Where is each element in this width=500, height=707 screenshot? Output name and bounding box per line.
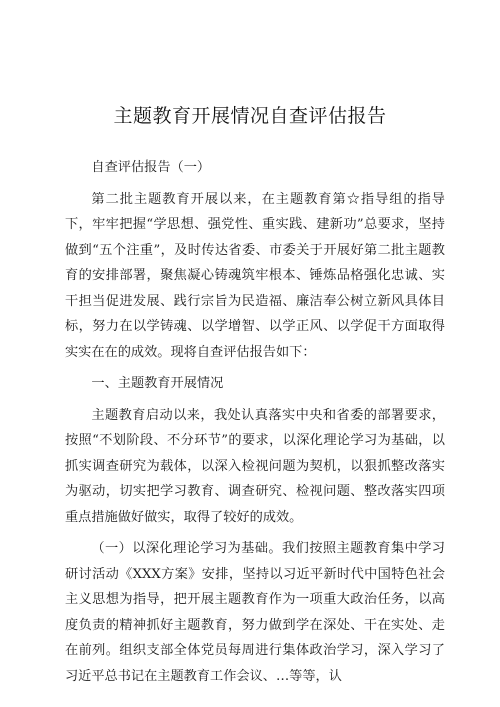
paragraph-section-1: 主题教育启动以来，我处认真落实中央和省委的部署要求，按照“不划阶段、不分环节”的要求，以深化理论学习为基础，以抓实调查研究为载体，以深入检视问题为契机，以狠抓整改落实为驱动，切实把学习教育、调查研究、检视问题、整改落实四项重点措施做好做实，取得了较好的成效。: [65, 407, 445, 525]
report-subtitle: 自查评估报告（一）: [91, 160, 211, 175]
document-body: [65, 155, 445, 689]
paragraph-subsection-1: （一）以深化理论学习为基础。我们按照主题教育集中学习研讨活动《XXX方案》安排，坚持以习近平新时代中国特色社会主义思想为指导，把开展主题教育作为一项重大政治任务，以高度负责的精神抓好主题教育，努力做到学在深处、干在实处、走在前列。组织支部全体党员每周进行集体政治学习，深入学习了习近平总书记在主题教育工作会议、…等等，认: [65, 541, 445, 684]
document-title: 主题教育开展情况自查评估报告: [113, 105, 387, 127]
paragraph-intro: 第二批主题教育开展以来，在主题教育第☆指导组的指导下，牢牢把握“学思想、强党性、重实践、建新功”总要求，坚持做到“五个注重”，及时传达省委、市委关于开展好第二批主题教育的安排部署，聚焦凝心铸魂筑牢根本、锤炼品格强化忠诚、实干担当促进发展、践行宗旨为民造福、廉洁奉公树立新风具体目标，努力在以学铸魂、以学增智、以学正风、以学促干方面取得实实在在的成效。现将自查评估报告如下：: [65, 191, 445, 360]
section-heading-1: 一、主题教育开展情况: [91, 376, 224, 391]
